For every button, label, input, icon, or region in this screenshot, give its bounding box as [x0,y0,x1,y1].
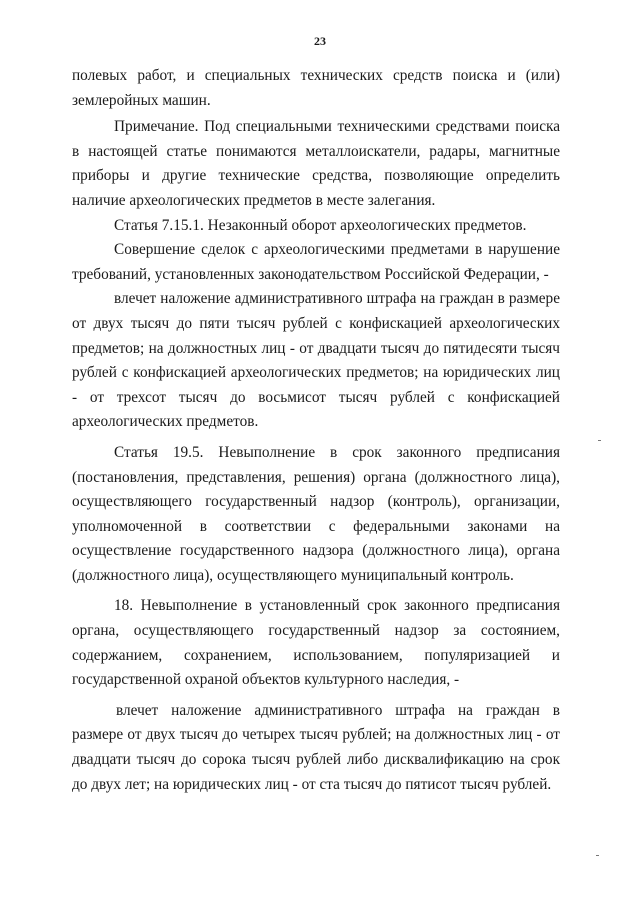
paragraph-penalty: влечет наложение административного штрафа на граждан в размере от двух тысяч до пяти тысяч рублей с конфискацией археологических предметов; на должностных лиц - от двадцати тысяч до пятидесяти тысяч рублей с конфискацией археологических предметов; на юридических лиц - от трехсот тысяч до восьмисот тысяч рублей с конфискацией археологических предметов. [72,290,560,431]
article-heading-19-5: Статья 19.5. Невыполнение в срок законного предписания (постановления, представления, решения) органа (должностного лица), осуществляющего государственный надзор (контроль), организации, уполномоченной в соответствии с федеральными законами на осуществление государственного надзора (должностного лица), органа (должностного лица), осуществляющего муниципальный контроль. [72,443,560,584]
page-number: 23 [314,34,326,48]
paragraph-continuation: полевых работ, и специальных технических средств поиска и (или) землеройных машин. [72,67,560,109]
scan-speck [596,855,599,856]
document-body [72,64,560,797]
paragraph-item-18: 18. Невыполнение в установленный срок законного предписания органа, осуществляющего государственный надзор за состоянием, содержанием, сохранением, использованием, популяризацией и государственной охраной объектов культурного наследия, - [72,597,560,689]
paragraph-penalty-18: влечет наложение административного штрафа на граждан в размере от двух тысяч до четырех тысяч рублей; на должностных лиц - от двадцати тысяч до сорока тысяч рублей либо дисквалификацию на срок до двух лет; на юридических лиц - от ста тысяч до пятисот тысяч рублей. [72,701,560,793]
paragraph-note: Примечание. Под специальными техническими средствами поиска в настоящей статье понимаются металлоискатели, радары, магнитные приборы и другие технические средства, позволяющие определить наличие археологических предметов в месте залегания. [72,118,560,209]
scan-speck [598,440,601,441]
article-heading-7-15-1: Статья 7.15.1. Незаконный оборот археологических предметов. [114,216,527,234]
paragraph-offense: Совершение сделок с археологическими предметами в нарушение требований, установленных законодательством Российской Федерации, - [72,241,560,283]
